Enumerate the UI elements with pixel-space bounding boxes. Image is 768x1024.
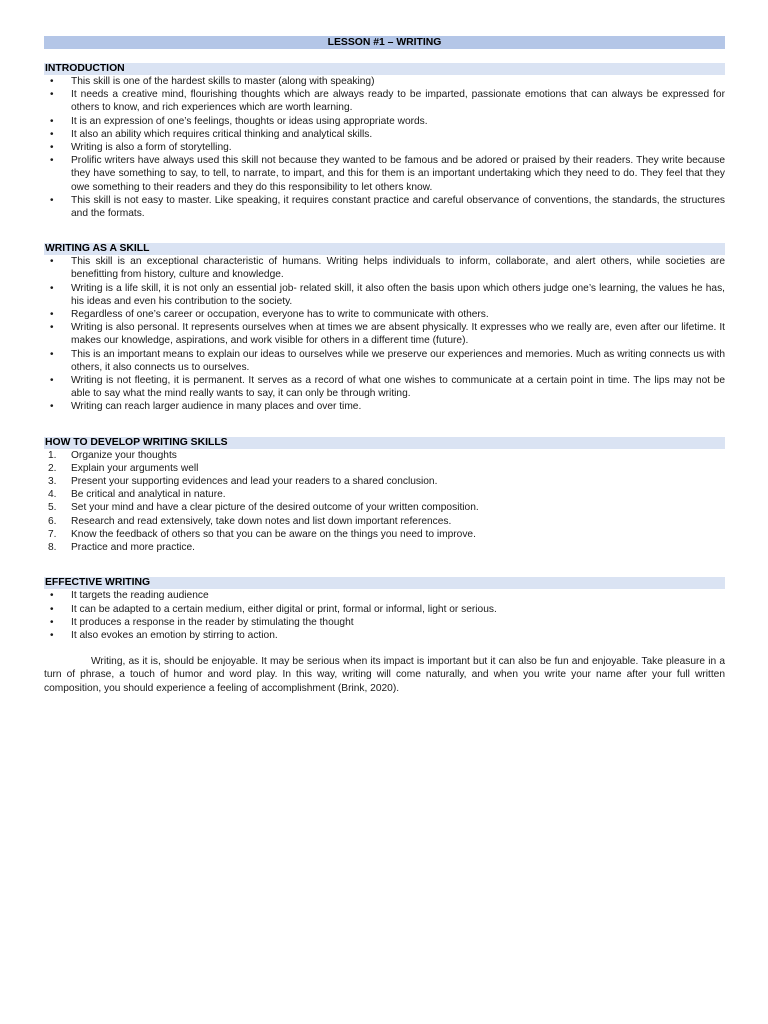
bullet-icon: • <box>50 89 54 101</box>
bullet-list <box>44 75 725 220</box>
list-number: 3. <box>48 476 57 488</box>
list-item-text: It also an ability which requires critical thinking and analytical skills. <box>71 128 373 140</box>
list-item-text: This skill is an exceptional characteristic of humans. Writing helps individuals to inform, collaborate, and alert others, while societies are benefitting from history, culture and knowledge. <box>71 256 725 281</box>
section-heading: HOW TO DEVELOP WRITING SKILLS <box>44 437 725 449</box>
list-item <box>44 501 725 514</box>
list-number: 5. <box>48 502 57 514</box>
list-item <box>44 374 725 400</box>
bullet-list <box>44 589 725 642</box>
list-item-text: Organize your thoughts <box>71 449 177 461</box>
list-item <box>44 255 725 281</box>
numbered-list <box>44 449 725 555</box>
bullet-icon: • <box>50 348 54 360</box>
list-item-text: This skill is one of the hardest skills to master (along with speaking) <box>71 76 375 87</box>
list-item <box>44 88 725 114</box>
list-item-text: Practice and more practice. <box>71 542 196 554</box>
section-heading: INTRODUCTION <box>44 63 725 75</box>
list-item-text: Prolific writers have always used this skill not because they wanted to be famous and be adored or praised by their readers. They write because they have something to say, to tell, to narrate, to impart, and this for them is an important undertaking which they need to do. They feel that they owe something to their readers and they do this responsibility to let others know. <box>71 155 725 193</box>
list-item-text: Be critical and analytical in nature. <box>71 489 226 501</box>
list-item-text: Set your mind and have a clear picture of the desired outcome of your written composition. <box>71 502 479 514</box>
bullet-icon: • <box>50 590 54 602</box>
bullet-icon: • <box>50 115 54 127</box>
bullet-list <box>44 255 725 413</box>
bullet-icon: • <box>50 155 54 167</box>
bullet-icon: • <box>50 603 54 615</box>
list-item <box>44 541 725 554</box>
list-item <box>44 589 725 602</box>
list-item <box>44 616 725 629</box>
list-item-text: It is an expression of one’s feelings, thoughts or ideas using appropriate words. <box>71 115 428 127</box>
list-item <box>44 141 725 154</box>
list-item <box>44 308 725 321</box>
list-item-text: Writing is also a form of storytelling. <box>71 142 232 154</box>
list-item-text: Writing can reach larger audience in many places and over time. <box>71 401 362 413</box>
lesson-title: LESSON #1 – WRITING <box>44 36 725 49</box>
bullet-icon: • <box>50 322 54 334</box>
bullet-icon: • <box>50 194 54 206</box>
list-item <box>44 515 725 528</box>
list-item-text: It needs a creative mind, flourishing thoughts which are always ready to be imparted, passionate emotions that can always be expressed for others to know, and rich experiences which are worth learning. <box>71 89 725 114</box>
list-item-text: This is an important means to explain our ideas to ourselves while we preserve our experiences and memories. Much as writing connects us with others, it also connects us to ourselves. <box>71 348 725 373</box>
bullet-icon: • <box>50 256 54 268</box>
list-item <box>44 75 725 88</box>
list-item <box>44 348 725 374</box>
bullet-icon: • <box>50 128 54 140</box>
list-item <box>44 115 725 128</box>
list-item-text: Research and read extensively, take down notes and list down important references. <box>71 515 452 527</box>
bullet-icon: • <box>50 616 54 628</box>
closing-paragraph: Writing, as it is, should be enjoyable. It may be serious when its impact is important but it can also be fun and enjoyable. Take pleasure in a turn of phrase, a touch of humor and word play. In this way, writing will come naturally, and when you write your name after your full written composition, you should experience a feeling of accomplishment (Brink, 2020). <box>44 656 725 694</box>
list-item-text: Present your supporting evidences and lead your readers to a shared conclusion. <box>71 476 438 488</box>
list-number: 7. <box>48 528 57 540</box>
list-item <box>44 528 725 541</box>
list-item <box>44 449 725 462</box>
list-item-text: This skill is not easy to master. Like speaking, it requires constant practice and careful observance of conventions, the standards, the structures and the formats. <box>71 194 725 220</box>
list-item <box>44 400 725 413</box>
list-item-text: It produces a response in the reader by stimulating the thought <box>71 616 354 628</box>
list-item <box>44 462 725 475</box>
list-item <box>44 475 725 488</box>
bullet-icon: • <box>50 401 54 413</box>
list-item <box>44 321 725 347</box>
section-heading: EFFECTIVE WRITING <box>44 577 725 589</box>
list-number: 2. <box>48 462 57 474</box>
list-number: 4. <box>48 489 57 501</box>
list-item-text: It can be adapted to a certain medium, either digital or print, formal or informal, light or serious. <box>71 603 497 615</box>
list-number: 1. <box>48 449 57 461</box>
list-item-text: Writing is a life skill, it is not only an essential job- related skill, it also often the basis upon which others judge one’s learning, the values he has, his ideas and even his contribution to the society. <box>71 282 725 307</box>
list-item <box>44 488 725 501</box>
list-item <box>44 629 725 642</box>
list-item-text: Writing is also personal. It represents ourselves when at times we are absent physically. It expresses who we really are, even after our lifetime. It makes our knowledge, aspirations, and work visible for others in a different time (future). <box>71 322 725 347</box>
list-item <box>44 282 725 308</box>
list-item <box>44 194 725 220</box>
sections-container <box>44 63 725 642</box>
bullet-icon: • <box>50 282 54 294</box>
section-heading: WRITING AS A SKILL <box>44 243 725 255</box>
bullet-icon: • <box>50 375 54 387</box>
list-number: 6. <box>48 515 57 527</box>
list-item-text: It also evokes an emotion by stirring to action. <box>71 629 278 641</box>
list-item <box>44 154 725 194</box>
bullet-icon: • <box>50 629 54 641</box>
list-item-text: Know the feedback of others so that you can be aware on the things you need to improve. <box>71 528 476 540</box>
list-item <box>44 128 725 141</box>
list-item-text: Writing is not fleeting, it is permanent. It serves as a record of what one wishes to communicate at a certain point in time. The lips may not be able to say what the mind really wants to say, it can only be through writing. <box>71 375 725 400</box>
document-page <box>44 36 725 705</box>
bullet-icon: • <box>50 309 54 321</box>
list-item-text: Explain your arguments well <box>71 462 199 474</box>
list-number: 8. <box>48 542 57 554</box>
list-item <box>44 603 725 616</box>
bullet-icon: • <box>50 76 54 87</box>
list-item-text: Regardless of one’s career or occupation, everyone has to write to communicate with others. <box>71 309 489 321</box>
list-item-text: It targets the reading audience <box>71 590 209 602</box>
bullet-icon: • <box>50 142 54 154</box>
